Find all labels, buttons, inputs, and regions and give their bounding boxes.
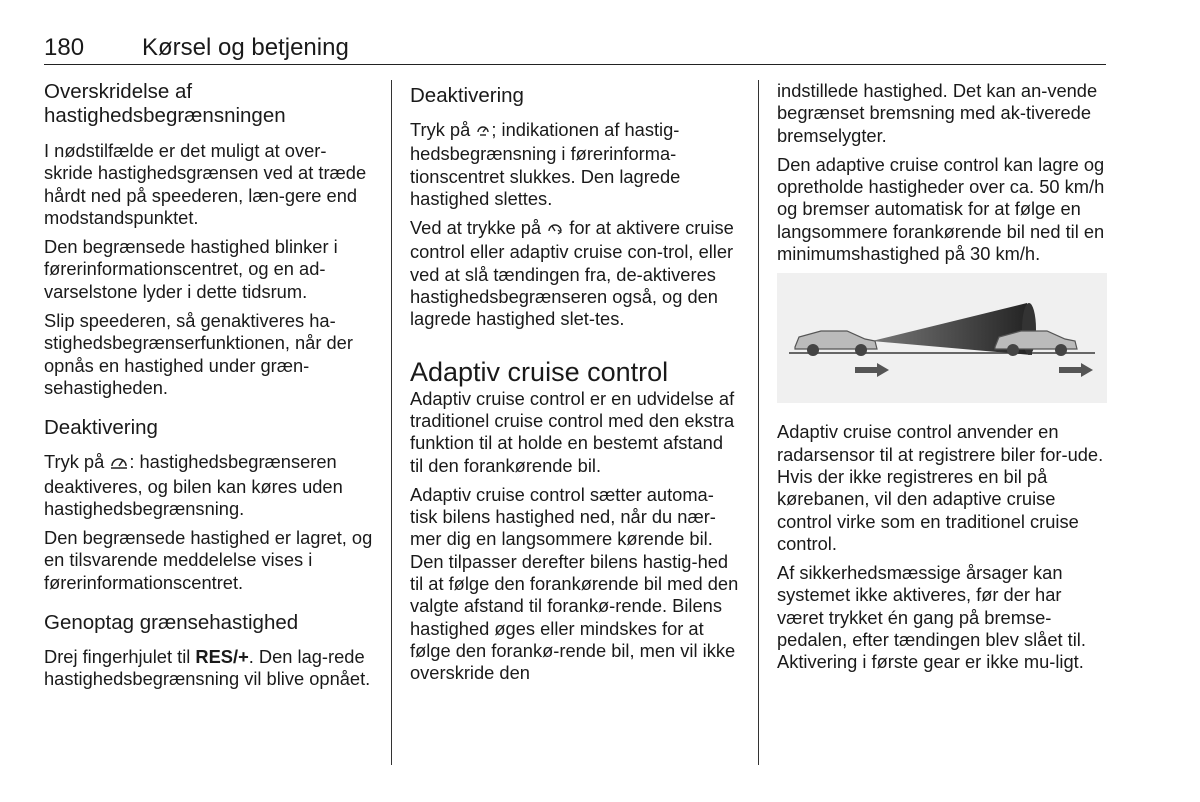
paragraph: I nødstilfælde er det muligt at over-skride hastighedsgrænsen ved at træde hårdt ned på speederen, læn-gere end modstandspunktet. (44, 140, 367, 228)
paragraph: Den adaptive cruise control kan lagre og opretholde hastigheder over ca. 50 km/h og bremser automatisk for at følge en langsommere forankørende bil ned til en minimumshastighed på 30 km/h. (777, 153, 1105, 265)
paragraph: Ved at trykke på for at aktivere cruise control eller adaptiv cruise con-trol, eller ved at slå tændingen fra, de-aktiveres hastighedsbegrænseren også, og den lagrede hastighed slet-tes. (410, 217, 734, 330)
section-heading: Deaktivering (410, 84, 524, 107)
paragraph: Slip speederen, så genaktiveres ha-stighedsbegrænserfunktionen, når der opnås en hastighed under græn-sehastigheden. (44, 310, 353, 398)
chapter-heading: Adaptiv cruise control (410, 356, 669, 387)
paragraph: Adaptiv cruise control er en udvidelse af traditionel cruise control med den ekstra funktion til at holde en bestemt afstand til den forankørende bil. (410, 387, 735, 476)
res-plus-label: RES/+ (195, 646, 249, 668)
paragraph: Tryk på : hastighedsbegrænseren deaktiveres, og bilen kan køres uden hastighedsbegrænsning. (44, 451, 343, 519)
column-3 (777, 80, 1107, 681)
paragraph: Tryk på ; indikationen af hastig-hedsbegrænsning i førerinforma-tionscentret slukkes. Den lagrede hastighed slettes. (410, 119, 681, 209)
section-heading: Overskridelse af hastighedsbegrænsningen (44, 80, 286, 127)
column-divider (758, 80, 759, 765)
paragraph: Adaptiv cruise control sætter automa-tisk bilens hastighed ned, når du nær-mer dig en langsommere kørende bil. Den tilpasser derefter bilens hastig-hed til at følge den forankørende bil med den valgte afstand til forankø-rende. Bilens hastighed øges eller mindskes for at følge den forankø-rende bil, men vil ikke overskride den (410, 483, 739, 684)
column-1 (44, 80, 374, 698)
speed-limiter-icon (109, 453, 129, 475)
paragraph: Den begrænsede hastighed blinker i førerinformationscentret, og en ad-varselstone lyder i dette tidsrum. (44, 236, 338, 302)
chapter-title: Kørsel og betjening (142, 34, 349, 61)
cruise-control-icon (546, 219, 564, 241)
paragraph: Adaptiv cruise control anvender en radarsensor til at registrere biler for-ude. Hvis der ikke registreres en bil på kørebanen, vil den adaptive cruise control virke som en traditionel cruise control. (777, 421, 1104, 554)
page-number: 180 (44, 34, 85, 61)
paragraph: Af sikkerhedsmæssige årsager kan systemet ikke aktiveres, før der har været trykket én gang på bremse-pedalen, efter tændingen blev slået til. Aktivering i første gear er ikke mu-ligt. (777, 562, 1086, 673)
section-heading: Genoptag grænsehastighed (44, 611, 299, 635)
speed-limiter-icon (475, 121, 491, 143)
column-divider (391, 80, 392, 765)
direction-arrow-icon (1059, 363, 1093, 377)
paragraph: Den begrænsede hastighed er lagret, og en tilsvarende meddelelse vises i førerinformationscentret. (44, 527, 373, 593)
section-heading: Deaktivering (44, 416, 158, 440)
page-header (44, 32, 1106, 65)
column-2 (410, 80, 740, 692)
paragraph: Drej fingerhjulet til RES/+. Den lag-rede hastighedsbegrænsning vil blive opnået. (44, 646, 371, 690)
paragraph: indstillede hastighed. Det kan an-vende begrænset bremsning med ak-tiverede bremselygter. (777, 80, 1098, 146)
direction-arrow-icon (855, 363, 889, 377)
radar-illustration (777, 273, 1107, 403)
